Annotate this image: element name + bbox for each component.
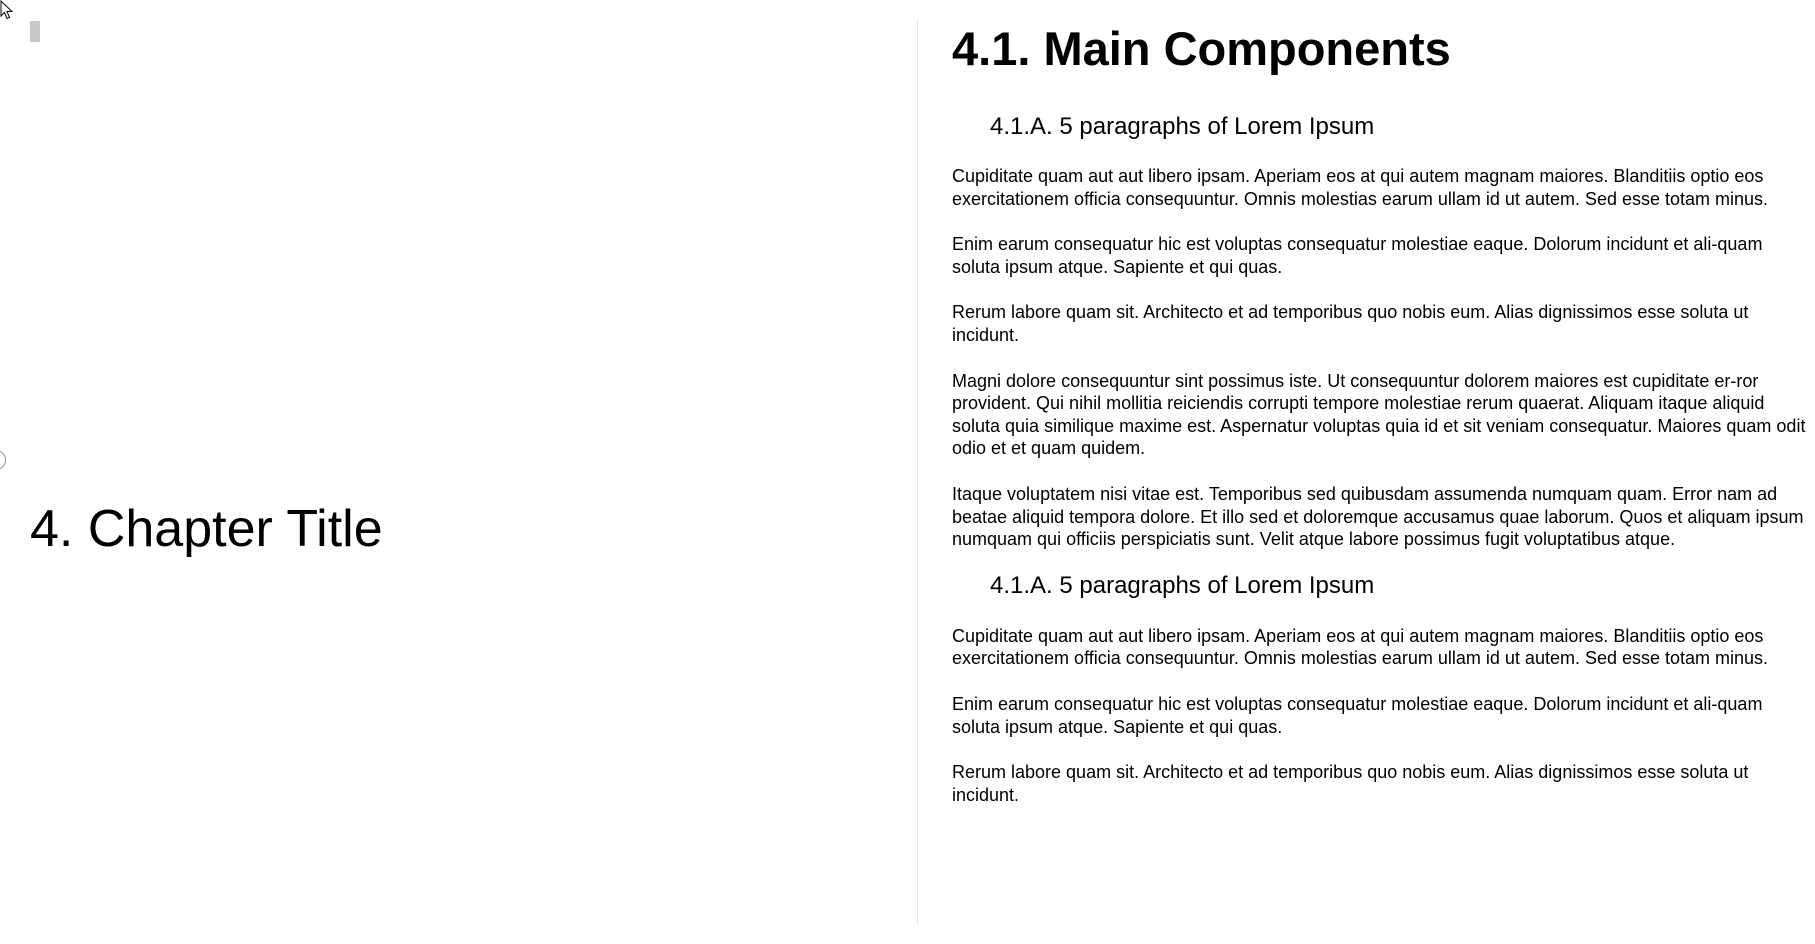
paragraph: Itaque voluptatem nisi vitae est. Temporibus sed quibusdam assumenda numquam quam. Error nam ad beatae aliquid tempora dolore. Et illo sed et doloremque accusamus quae laborum. Quos et aliquam ipsum numquam qui officiis perspiciatis sunt. Velit atque labore possimus fugit voluptatibus atque. [952, 483, 1804, 550]
right-page [952, 20, 1807, 829]
subsection-title: 4.1.A. 5 paragraphs of Lorem Ipsum [990, 113, 1375, 140]
subsection-title: 4.1.A. 5 paragraphs of Lorem Ipsum [990, 571, 1375, 599]
paragraph: Cupiditate quam aut aut libero ipsam. Aperiam eos at qui autem magnam maiores. Blanditiis optio eos exercitationem officia consequuntur. Omnis molestias earum ullam id ut autem. Sed esse totam minus. [952, 625, 1769, 669]
paragraph: Enim earum consequatur hic est voluptas consequatur molestiae eaque. Dolorum incidunt et ali-quam soluta ipsum atque. Sapiente et qui quas. [952, 693, 1763, 737]
paragraph: Rerum labore quam sit. Architecto et ad temporibus quo nobis eum. Alias dignissimos esse soluta ut incidunt. [952, 302, 1749, 345]
page-divider [917, 20, 918, 925]
paragraph: Magni dolore consequuntur sint possimus iste. Ut consequuntur dolorem maiores est cupiditate er-ror provident. Qui nihil mollitia reiciendis corrupti tempore molestiae rerum quaerat. Aliquam itaque aliquid soluta quia similique maxime est. Aspernatur voluptas quia id et sit veniam consequatur. Maiores quam odit odio et et quam quidem. [952, 370, 1806, 459]
paragraph: Cupiditate quam aut aut libero ipsam. Aperiam eos at qui autem magnam maiores. Blanditiis optio eos exercitationem officia consequuntur. Omnis molestias earum ullam id ut autem. Sed esse totam minus. [952, 166, 1769, 209]
chapter-title: 4. Chapter Title [30, 500, 383, 558]
paragraph: Rerum labore quam sit. Architecto et ad temporibus quo nobis eum. Alias dignissimos esse soluta ut incidunt. [952, 762, 1749, 805]
section-title: 4.1. Main Components [952, 22, 1451, 75]
paragraph: Enim earum consequatur hic est voluptas consequatur molestiae eaque. Dolorum incidunt et ali-quam soluta ipsum atque. Sapiente et qui quas. [952, 234, 1763, 277]
